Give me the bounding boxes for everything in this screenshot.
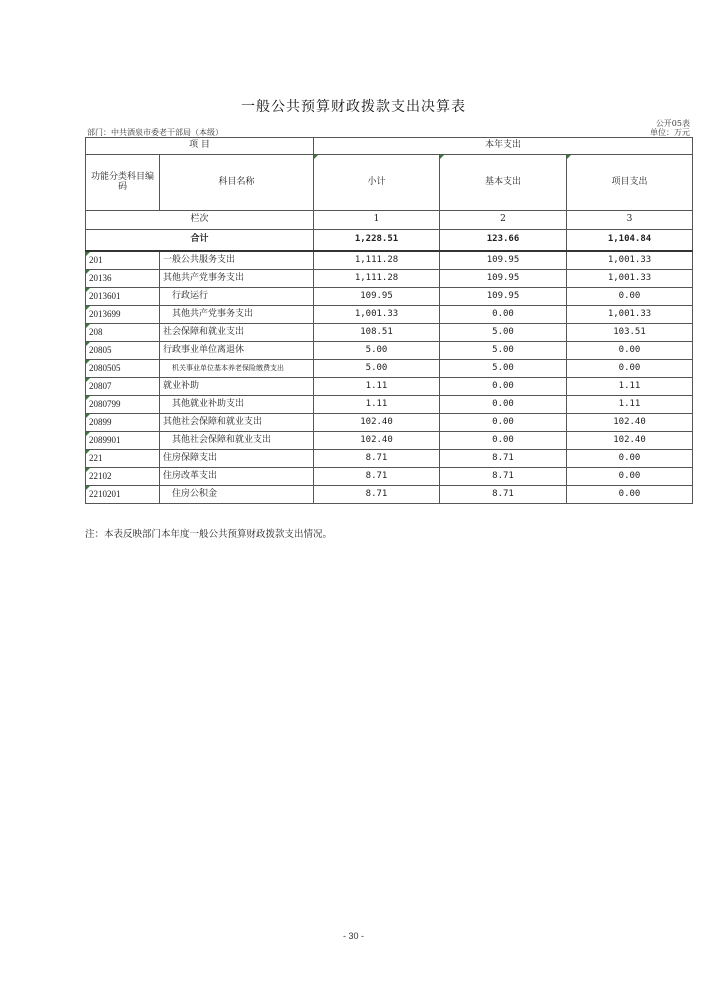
- table-row: [86, 378, 693, 396]
- row-subtotal: 1,111.28: [314, 251, 440, 270]
- row-project: 0.00: [567, 450, 693, 468]
- expense-table: [85, 137, 693, 504]
- header-current-year-expense: 本年支出: [314, 138, 693, 155]
- row-basic: 109.95: [440, 270, 567, 288]
- row-code: [86, 414, 160, 432]
- row-code: [86, 251, 160, 270]
- footnote: 注：本表反映部门本年度一般公共预算财政拨款支出情况。: [85, 529, 333, 540]
- row-subtotal: 1,111.28: [314, 270, 440, 288]
- table-row: [86, 360, 693, 378]
- row-basic: 0.00: [440, 432, 567, 450]
- row-project: 0.00: [567, 360, 693, 378]
- unit-label: 单位：万元: [650, 128, 690, 137]
- row-code: [86, 306, 160, 324]
- row-code-text: 208: [89, 326, 103, 337]
- table-row: [86, 342, 693, 360]
- row-project: 0.00: [567, 486, 693, 504]
- row-code-text: 2210201: [89, 488, 121, 499]
- cell-marker: [86, 306, 90, 310]
- col-number-3: 3: [567, 211, 693, 230]
- row-code: [86, 432, 160, 450]
- cell-marker: [86, 288, 90, 292]
- row-subtotal: 5.00: [314, 342, 440, 360]
- row-basic: 0.00: [440, 306, 567, 324]
- row-name: 其他社会保障和就业支出: [160, 432, 314, 450]
- table-row: [86, 468, 693, 486]
- row-name: 住房保障支出: [160, 450, 314, 468]
- row-name: 其他共产党事务支出: [160, 270, 314, 288]
- row-project: 1,001.33: [567, 306, 693, 324]
- row-basic: 5.00: [440, 324, 567, 342]
- page-title: 一般公共预算财政拨款支出决算表: [241, 99, 466, 115]
- cell-marker: [567, 155, 571, 159]
- row-subtotal: 8.71: [314, 486, 440, 504]
- row-project: 0.00: [567, 342, 693, 360]
- total-subtotal: 1,228.51: [314, 230, 440, 252]
- row-code-text: 20899: [89, 416, 112, 427]
- row-code-text: 22102: [89, 470, 112, 481]
- cell-marker: [86, 486, 90, 490]
- row-name: 其他共产党事务支出: [160, 306, 314, 324]
- row-project: 102.40: [567, 432, 693, 450]
- row-no-label: 栏次: [86, 211, 314, 230]
- row-project: 1,001.33: [567, 251, 693, 270]
- cell-marker: [86, 342, 90, 346]
- cell-marker: [86, 378, 90, 382]
- row-name: 社会保障和就业支出: [160, 324, 314, 342]
- form-code: 公开05表: [655, 119, 690, 128]
- row-name: 一般公共服务支出: [160, 251, 314, 270]
- row-name: 住房公积金: [160, 486, 314, 504]
- cell-marker: [314, 155, 318, 159]
- row-code-text: 20805: [89, 344, 112, 355]
- total-label: 合计: [86, 230, 314, 252]
- row-basic: 8.71: [440, 468, 567, 486]
- row-code-text: 2080799: [89, 398, 121, 409]
- row-code: [86, 342, 160, 360]
- header-row-1: [86, 138, 693, 155]
- cell-marker: [86, 324, 90, 328]
- row-code: [86, 468, 160, 486]
- row-basic: 5.00: [440, 360, 567, 378]
- row-basic: 0.00: [440, 378, 567, 396]
- row-project: 1,001.33: [567, 270, 693, 288]
- row-name: 行政事业单位离退休: [160, 342, 314, 360]
- cell-marker: [86, 414, 90, 418]
- row-basic: 109.95: [440, 251, 567, 270]
- header-code: 功能分类科目编码: [86, 155, 160, 211]
- page-number: - 30 -: [342, 931, 364, 941]
- table-row: [86, 414, 693, 432]
- table-row: [86, 432, 693, 450]
- header-row-2: [86, 155, 693, 211]
- total-basic: 123.66: [440, 230, 567, 252]
- cell-marker: [86, 396, 90, 400]
- row-name: 住房改革支出: [160, 468, 314, 486]
- header-item: 项 目: [86, 138, 314, 155]
- table-row: [86, 251, 693, 270]
- row-project: 1.11: [567, 378, 693, 396]
- table-row: [86, 324, 693, 342]
- row-name: 其他社会保障和就业支出: [160, 414, 314, 432]
- total-row: [86, 230, 693, 252]
- row-project: 1.11: [567, 396, 693, 414]
- row-code: [86, 270, 160, 288]
- cell-marker: [86, 432, 90, 436]
- header-basic: 基本支出: [440, 155, 567, 211]
- row-code: [86, 378, 160, 396]
- row-name: 机关事业单位基本养老保险缴费支出: [160, 360, 314, 378]
- cell-marker: [86, 450, 90, 454]
- row-code: [86, 324, 160, 342]
- row-subtotal: 102.40: [314, 414, 440, 432]
- row-code: [86, 288, 160, 306]
- row-name: 就业补助: [160, 378, 314, 396]
- table-row: [86, 396, 693, 414]
- row-subtotal: 8.71: [314, 468, 440, 486]
- cell-marker: [86, 468, 90, 472]
- row-subtotal: 5.00: [314, 360, 440, 378]
- row-code-text: 2013699: [89, 308, 121, 319]
- row-project: 102.40: [567, 414, 693, 432]
- row-code-text: 221: [89, 452, 103, 463]
- row-basic: 8.71: [440, 450, 567, 468]
- total-project: 1,104.84: [567, 230, 693, 252]
- row-basic: 5.00: [440, 342, 567, 360]
- row-subtotal: 1.11: [314, 378, 440, 396]
- row-code-text: 2080505: [89, 362, 121, 373]
- table-row: [86, 288, 693, 306]
- row-code-text: 20807: [89, 380, 112, 391]
- col-number-2: 2: [440, 211, 567, 230]
- col-number-1: 1: [314, 211, 440, 230]
- cell-marker: [440, 155, 444, 159]
- row-name: 其他就业补助支出: [160, 396, 314, 414]
- cell-marker: [86, 252, 90, 256]
- table-row: [86, 270, 693, 288]
- row-code-text: 20136: [89, 272, 112, 283]
- department-label: 部门：中共酒泉市委老干部局（本级）: [87, 128, 223, 137]
- row-name: 行政运行: [160, 288, 314, 306]
- cell-marker: [86, 360, 90, 364]
- header-name: 科目名称: [160, 155, 314, 211]
- row-code-text: 2013601: [89, 290, 121, 301]
- table-row: [86, 486, 693, 504]
- row-code: [86, 360, 160, 378]
- row-code: [86, 396, 160, 414]
- row-code-text: 201: [89, 254, 103, 265]
- row-basic: 109.95: [440, 288, 567, 306]
- row-code: [86, 486, 160, 504]
- row-subtotal: 109.95: [314, 288, 440, 306]
- row-project: 103.51: [567, 324, 693, 342]
- row-subtotal: 8.71: [314, 450, 440, 468]
- row-project: 0.00: [567, 288, 693, 306]
- row-code: [86, 450, 160, 468]
- row-code-text: 2089901: [89, 434, 121, 445]
- row-basic: 0.00: [440, 396, 567, 414]
- row-basic: 8.71: [440, 486, 567, 504]
- header-project: 项目支出: [567, 155, 693, 211]
- row-subtotal: 102.40: [314, 432, 440, 450]
- column-number-row: [86, 211, 693, 230]
- row-subtotal: 108.51: [314, 324, 440, 342]
- row-subtotal: 1.11: [314, 396, 440, 414]
- cell-marker: [86, 270, 90, 274]
- table-row: [86, 450, 693, 468]
- row-subtotal: 1,001.33: [314, 306, 440, 324]
- table-row: [86, 306, 693, 324]
- header-subtotal: 小计: [314, 155, 440, 211]
- row-project: 0.00: [567, 468, 693, 486]
- row-basic: 0.00: [440, 414, 567, 432]
